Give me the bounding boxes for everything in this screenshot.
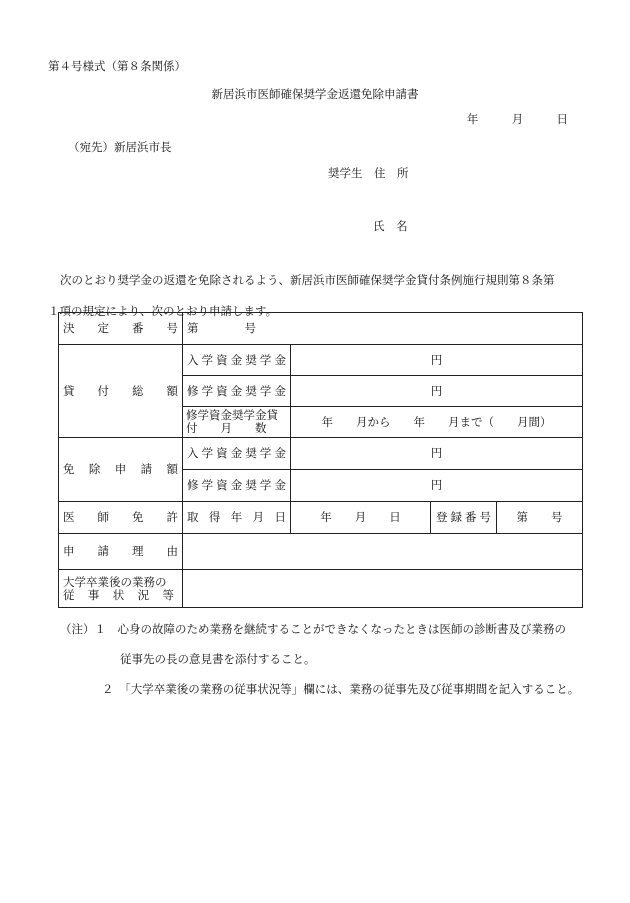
acquisition-date-label: 取得年月日 [183,502,291,534]
table-row [59,438,583,470]
table-row [59,502,583,534]
study-loan-months-label [183,407,291,438]
license-label: 医師免許 [59,502,183,534]
form-number: 第４号様式（第８条関係） [48,59,186,73]
body-line-2: １項の規定により、次のとおり申請します。 [48,304,278,318]
admission-loan-label: 入学資金奨学金 [183,345,291,376]
acquisition-date-value[interactable]: 年 月 日 [291,502,431,534]
employment-status-label-line1: 大学卒業後の業務の [63,574,167,589]
note-1: （注）１ 心身の故障のため業務を継続することができなくなったときは医師の診断書及び業務の [60,622,566,636]
applicant-name-label: 氏 名 [373,219,408,233]
exemption-study-label: 修学資金奨学金 [183,470,291,502]
applicant-address-label: 奨学生 住 所 [328,166,409,180]
notes [60,614,600,704]
employment-status-value[interactable] [183,570,583,608]
date-month: 月 [511,112,524,126]
admission-loan-amount[interactable]: 円 [291,345,583,376]
addressee: （宛先）新居浜市長 [68,140,172,154]
decision-number-value[interactable]: 第 号 [183,313,583,345]
table-row [59,345,583,376]
note-2: ２ 「大学卒業後の業務の従事状況等」欄には、業務の従事先及び従事期間を記入すること。 [102,682,580,696]
registration-number-label: 登録番号 [431,502,497,534]
body-line-1: 次のとおり奨学金の返還を免除されるよう、新居浜市医師確保奨学金貸付条例施行規則第８条第 [60,273,555,287]
reason-label: 申請理由 [59,534,183,570]
exemption-admission-amount[interactable]: 円 [291,438,583,470]
decision-number-label: 決定番号 [59,313,183,345]
study-loan-months-label-line2: 付 月 数 [186,421,267,435]
exemption-amount-label: 免除申請額 [59,438,183,502]
table-row [59,313,583,345]
exemption-admission-label: 入学資金奨学金 [183,438,291,470]
registration-number-value[interactable]: 第 号 [497,502,583,534]
reason-value[interactable] [183,534,583,570]
table-row [59,534,583,570]
date-day: 日 [556,112,568,126]
exemption-study-amount[interactable]: 円 [291,470,583,502]
study-loan-label: 修学資金奨学金 [183,376,291,407]
study-loan-amount[interactable]: 円 [291,376,583,407]
date-year: 年 [466,112,479,126]
application-table [58,312,583,608]
loan-period-value[interactable]: 年 月から 年 月まで（ 月間） [291,407,583,438]
note-1-continued: 従事先の長の意見書を添付すること。 [120,652,316,666]
date-line [467,111,568,127]
employment-status-label-line2: 従事状況等 [63,587,174,602]
table-row [59,570,583,608]
document-title: 新居浜市医師確保奨学金返還免除申請書 [211,87,419,101]
employment-status-label [59,570,183,608]
loan-total-label: 貸付総額 [59,345,183,438]
study-loan-months-label-line1: 修学資金奨学金貸 [186,408,278,422]
